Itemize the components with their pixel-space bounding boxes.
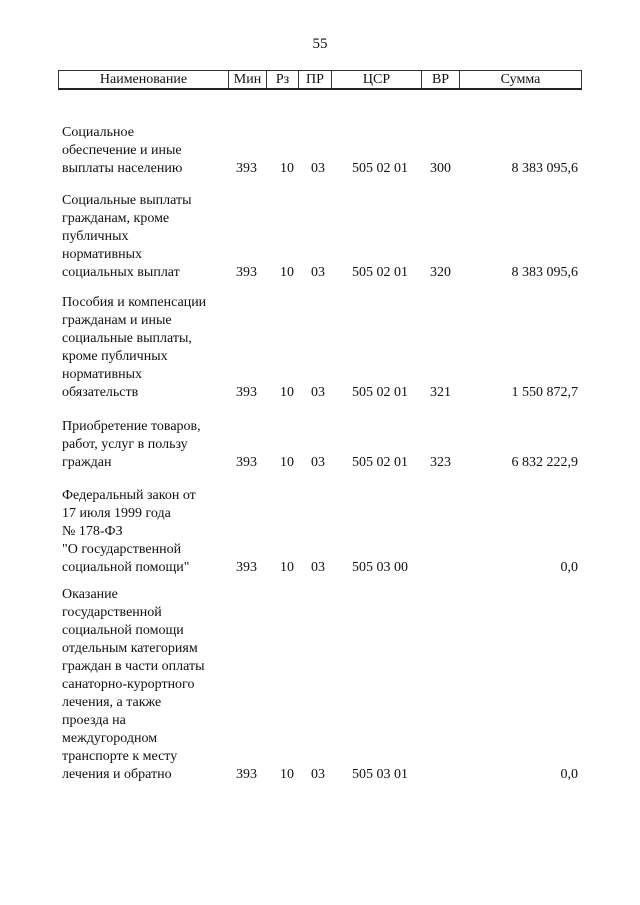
row-sum: 8 383 095,6 [511,265,578,280]
table-header [58,70,582,90]
header-name: Наименование [59,71,229,88]
row-min: 393 [236,385,257,400]
row-pr: 03 [311,767,325,782]
row-name: Оказание государственной социальной помощи отдельным категориям граждан в части оплаты санаторно-курортного лечения, а также проезда на междугородном транспорте к месту лечения и обратно [62,587,205,782]
row-name: Федеральный закон от 17 июля 1999 года № 178-ФЗ "О государственной социальной помощи" [62,488,196,575]
row-rz: 10 [280,767,294,782]
row-name: Приобретение товаров, работ, услуг в пользу граждан [62,419,201,470]
table-row [0,416,640,472]
row-pr: 03 [311,265,325,280]
page-number: 55 [312,36,328,52]
header-vr: ВР [422,71,460,88]
row-name: Социальное обеспечение и иные выплаты населению [62,125,183,176]
row-pr: 03 [311,455,325,470]
table-row [0,588,640,784]
row-csr: 505 02 01 [352,265,408,280]
row-name: Социальные выплаты гражданам, кроме публичных нормативных социальных выплат [62,193,192,280]
row-min: 393 [236,560,257,575]
row-rz: 10 [280,455,294,470]
header-sum: Сумма [500,72,541,87]
header-pr: ПР [299,71,332,88]
row-vr: 320 [430,265,451,280]
row-min: 393 [236,455,257,470]
row-csr: 505 02 01 [352,161,408,176]
row-pr: 03 [311,161,325,176]
row-pr: 03 [311,560,325,575]
header-min: Мин [229,71,267,88]
header-rz: Рз [267,71,299,88]
table-row [0,294,640,402]
row-sum: 1 550 872,7 [511,385,578,400]
row-vr: 300 [430,161,451,176]
row-rz: 10 [280,560,294,575]
row-name: Пособия и компенсации гражданам и иные социальные выплаты, кроме публичных нормативных обязательств [62,295,207,400]
row-min: 393 [236,161,257,176]
table-row [0,190,640,282]
row-rz: 10 [280,385,294,400]
row-rz: 10 [280,265,294,280]
row-sum: 0,0 [560,560,578,575]
row-sum: 0,0 [560,767,578,782]
table-row [0,118,640,178]
header-csr: ЦСР [332,71,422,88]
row-min: 393 [236,767,257,782]
row-rz: 10 [280,161,294,176]
row-sum: 8 383 095,6 [511,161,578,176]
row-csr: 505 03 00 [352,560,408,575]
row-min: 393 [236,265,257,280]
table-row [0,485,640,577]
row-sum: 6 832 222,9 [511,455,578,470]
row-pr: 03 [311,385,325,400]
row-csr: 505 02 01 [352,455,408,470]
row-csr: 505 02 01 [352,385,408,400]
row-vr: 321 [430,385,451,400]
row-csr: 505 03 01 [352,767,408,782]
row-vr: 323 [430,455,451,470]
